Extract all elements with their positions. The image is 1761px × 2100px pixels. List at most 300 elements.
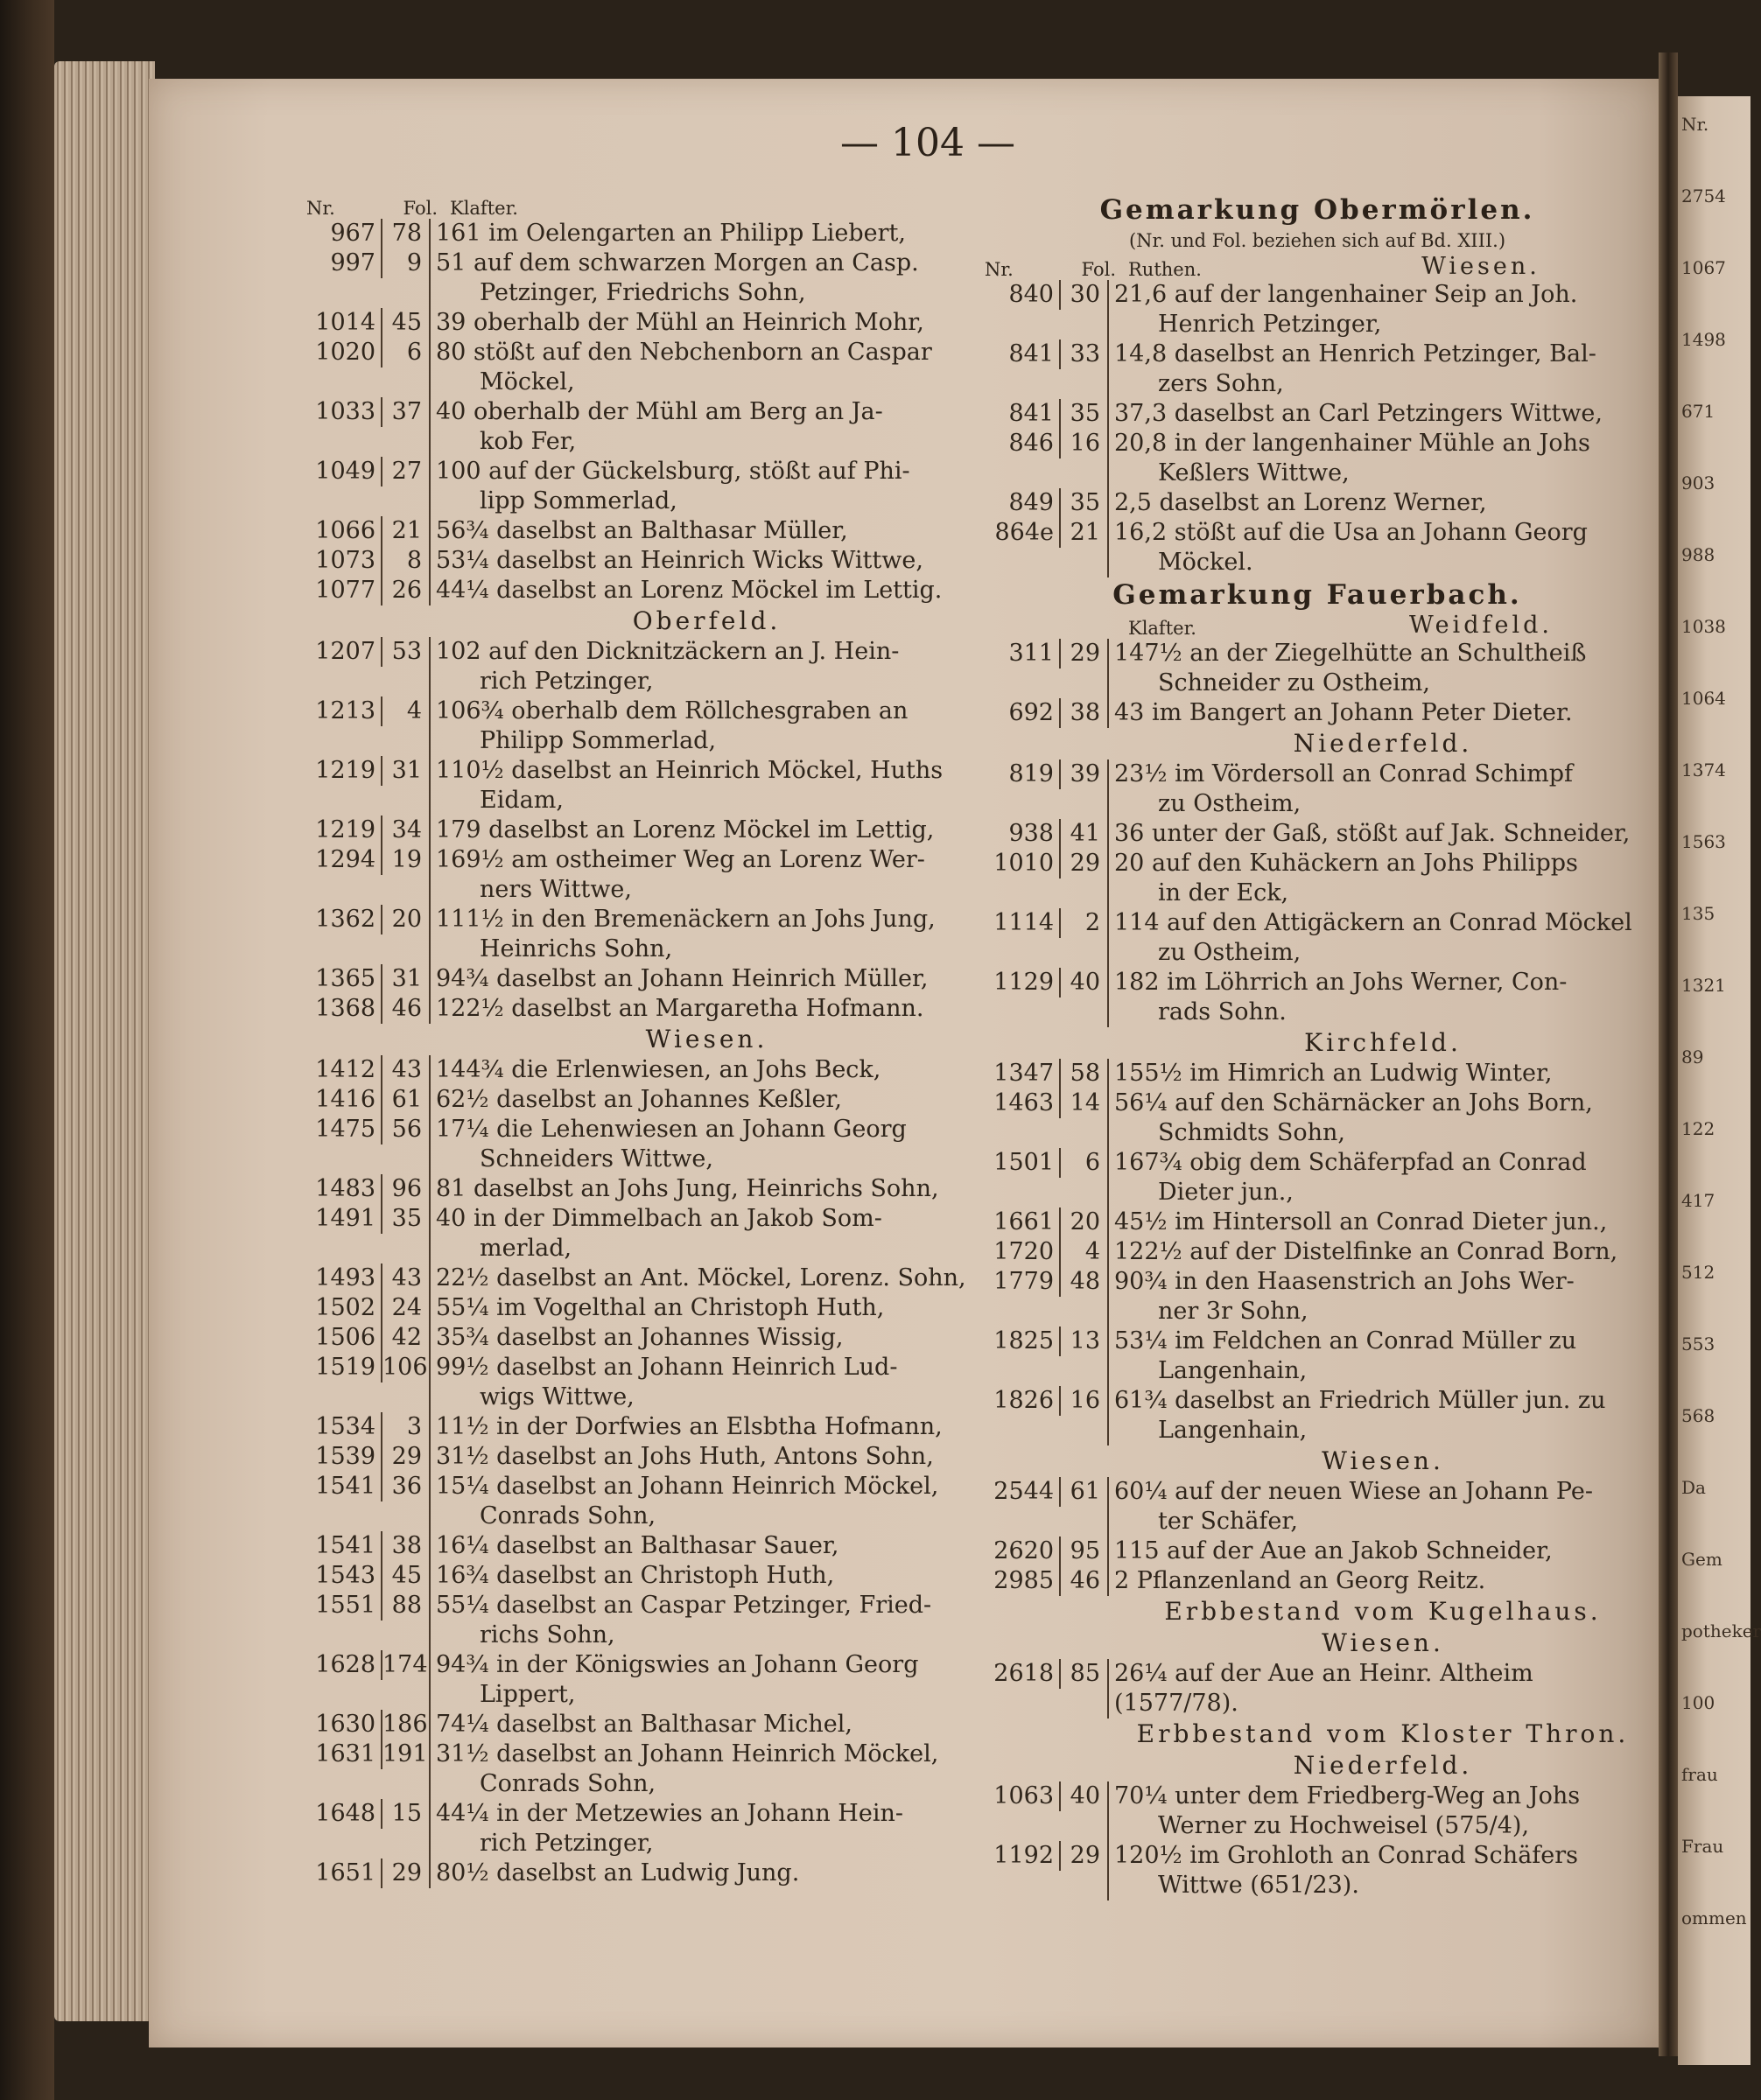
section-heading: Wiesen. [1421, 253, 1540, 280]
entry-continuation: ter Schäfer, [1158, 1508, 1298, 1535]
entry-nr: 1628 [315, 1651, 375, 1678]
entry-continuation: zu Ostheim, [1158, 790, 1301, 817]
entry-nr: 1362 [315, 906, 375, 933]
entry-continuation: ner 3r Sohn, [1158, 1298, 1308, 1325]
entry-fol: 9 [381, 248, 429, 278]
entry-nr: 2544 [993, 1478, 1054, 1505]
entry-nr: 1294 [315, 846, 375, 873]
entry-line: 14,8 daselbst an Henrich Petzinger, Bal- [1114, 340, 1596, 368]
ledger-entry [976, 698, 1659, 728]
entry-text [429, 308, 985, 338]
entry-nr: 1648 [315, 1800, 375, 1827]
entry-nr: 849 [1008, 489, 1054, 516]
entry-fol: 61 [381, 1085, 429, 1115]
next-page-text: 1067 [1681, 257, 1726, 278]
entry-fol: 15 [381, 1799, 429, 1829]
entry-nr: 997 [330, 249, 375, 276]
entry-continuation: rads Sohn. [1158, 998, 1287, 1026]
entry-text [429, 696, 985, 756]
entry-nr: 1493 [315, 1264, 375, 1292]
entry-line: 94¾ in der Königswies an Johann Georg [436, 1651, 919, 1678]
ledger-entry [298, 338, 985, 397]
entry-continuation: Keßlers Wittwe, [1158, 459, 1350, 486]
entry-line: 40 oberhalb der Mühl am Berg an Ja- [436, 398, 883, 425]
entry-fol: 29 [1059, 1841, 1107, 1871]
ledger-entry [298, 546, 985, 576]
entry-continuation: merlad, [480, 1235, 572, 1262]
entry-text [1107, 819, 1659, 849]
entry-text [429, 1115, 985, 1174]
next-page-text: 553 [1681, 1334, 1715, 1354]
entry-text [429, 1204, 985, 1264]
ledger-entry [976, 1208, 1659, 1237]
entry-fol: 31 [381, 756, 429, 786]
next-page-text: 988 [1681, 544, 1715, 565]
ledger-entry [298, 637, 985, 696]
entry-line: 55¼ im Vogelthal an Christoph Huth, [436, 1294, 885, 1321]
entry-line: 144¾ die Erlenwiesen, an Johs Beck, [436, 1056, 881, 1083]
ledger-entry [298, 1442, 985, 1472]
ledger-entry [976, 1059, 1659, 1088]
entry-text [429, 576, 985, 606]
ledger-entry [298, 1412, 985, 1442]
entry-text [429, 964, 985, 994]
entry-text [429, 1531, 985, 1561]
entry-text [429, 1472, 985, 1531]
entry-continuation: Wittwe (651/23). [1158, 1872, 1359, 1899]
entry-nr: 841 [1008, 400, 1054, 427]
next-page-text: Nr. [1681, 114, 1709, 135]
left-column [298, 192, 985, 1888]
entry-fol: 96 [381, 1174, 429, 1204]
entry-nr: 2985 [993, 1567, 1054, 1594]
entry-continuation: kob Fer, [480, 428, 577, 455]
entry-text [429, 1353, 985, 1412]
entry-text [1107, 1782, 1659, 1841]
entry-fol: 43 [381, 1264, 429, 1293]
ledger-entry [298, 845, 985, 905]
entry-continuation: Langenhain, [1158, 1417, 1308, 1444]
entry-fol: 6 [381, 338, 429, 368]
left-column-header [298, 192, 985, 219]
entry-continuation: in der Eck, [1158, 879, 1289, 906]
ledger-entry [298, 756, 985, 816]
entry-fol: 31 [381, 964, 429, 994]
entry-line: 39 oberhalb der Mühl an Heinrich Mohr, [436, 309, 924, 336]
entry-continuation: Schneiders Wittwe, [480, 1145, 713, 1172]
entry-continuation: Petzinger, Friedrichs Sohn, [480, 279, 806, 306]
entry-nr: 1541 [315, 1532, 375, 1559]
entry-text [429, 637, 985, 696]
entry-line: 81 daselbst an Johs Jung, Heinrichs Sohn, [436, 1175, 939, 1202]
entry-nr: 1483 [315, 1175, 375, 1202]
section-heading: Wiesen. [1322, 1628, 1444, 1657]
ledger-entry [298, 516, 985, 546]
entry-continuation: Heinrichs Sohn, [480, 935, 673, 962]
entry-text [1107, 1148, 1659, 1208]
entry-text [429, 1174, 985, 1204]
entry-line: 182 im Löhrrich an Johs Werner, Con- [1114, 969, 1568, 996]
section-heading: Erbbestand vom Kloster Thron. [1136, 1719, 1630, 1748]
entry-nr: 1551 [315, 1592, 375, 1619]
entry-line: 122½ auf der Distelfinke an Conrad Born, [1114, 1238, 1618, 1265]
entry-line: 11½ in der Dorfwies an Elsbtha Hofmann, [436, 1413, 943, 1440]
entry-line: 16¾ daselbst an Christoph Huth, [436, 1562, 835, 1589]
entry-continuation: Lippert, [480, 1681, 576, 1708]
entry-line: 44¼ in der Metzewies an Johann Hein- [436, 1800, 903, 1827]
ledger-entry [976, 1088, 1659, 1148]
entry-text [429, 994, 985, 1024]
entry-fol: 45 [381, 1561, 429, 1591]
entry-fol: 35 [1059, 488, 1107, 518]
entry-fol: 95 [1059, 1536, 1107, 1566]
sub-header [976, 612, 1659, 639]
entry-nr: 311 [1008, 640, 1054, 667]
entry-nr: 1219 [315, 816, 375, 844]
entry-fol: 14 [1059, 1088, 1107, 1118]
entry-line: 90¾ in den Haasenstrich an Johs Wer- [1114, 1268, 1575, 1295]
ledger-entry [976, 399, 1659, 429]
entry-fol: 3 [381, 1412, 429, 1442]
entry-fol: 35 [381, 1204, 429, 1234]
entry-nr: 1825 [993, 1327, 1054, 1354]
entry-fol: 45 [381, 308, 429, 338]
entry-nr: 1630 [315, 1711, 375, 1738]
entry-text [429, 219, 985, 248]
section-heading: Niederfeld. [1293, 1751, 1473, 1780]
entry-line: 106¾ oberhalb dem Röllchesgraben an [436, 697, 909, 724]
entry-line: 2,5 daselbst an Lorenz Werner, [1114, 489, 1487, 516]
ledger-entry [298, 1293, 985, 1323]
entry-nr: 1475 [315, 1116, 375, 1143]
entry-fol: 78 [381, 219, 429, 248]
entry-line: 2 Pflanzenland an Georg Reitz. [1114, 1567, 1486, 1594]
right-column-note: (Nr. und Fol. beziehen sich auf Bd. XIII.) [1128, 230, 1506, 251]
entry-line: 169½ am ostheimer Weg an Lorenz Wer- [436, 846, 925, 873]
ledger-entry [298, 816, 985, 845]
next-page-text: 89 [1681, 1046, 1704, 1068]
next-page-text: 2754 [1681, 186, 1726, 206]
entry-nr: 1063 [993, 1782, 1054, 1810]
entry-nr: 819 [1008, 760, 1054, 788]
entry-fol: 24 [381, 1293, 429, 1323]
entry-text [429, 756, 985, 816]
entry-nr: 1365 [315, 965, 375, 992]
entry-text [1107, 1536, 1659, 1566]
ledger-entry [976, 429, 1659, 488]
entry-text [429, 1799, 985, 1858]
left-entries [298, 219, 985, 1888]
entry-fol: 21 [381, 516, 429, 546]
entry-text [429, 1412, 985, 1442]
entry-nr: 1073 [315, 547, 375, 574]
ledger-entry [298, 1264, 985, 1293]
entry-text [429, 1264, 985, 1293]
next-page-text: ommen [1681, 1908, 1747, 1928]
entry-text [429, 1055, 985, 1085]
entry-fol: 58 [1059, 1059, 1107, 1088]
entry-nr: 1020 [315, 339, 375, 366]
ledger-entry [976, 518, 1659, 578]
entry-nr: 1651 [315, 1859, 375, 1886]
entry-line: 53¼ daselbst an Heinrich Wicks Wittwe, [436, 547, 923, 574]
entry-fol: 30 [1059, 280, 1107, 310]
gemarkung-title: Gemarkung Fauerbach. [1112, 579, 1522, 611]
entry-line: 20 auf den Kuhäckern an Johs Philipps [1114, 850, 1578, 877]
entry-line: 36 unter der Gaß, stößt auf Jak. Schneider, [1114, 820, 1631, 847]
entry-text [429, 1591, 985, 1650]
entry-line: 51 auf dem schwarzen Morgen an Casp. [436, 249, 919, 276]
ledger-entry [976, 1659, 1659, 1718]
entry-fol: 20 [1059, 1208, 1107, 1237]
entry-text [429, 338, 985, 397]
entry-text [1107, 1208, 1659, 1237]
entry-text [1107, 908, 1659, 968]
entry-fol: 35 [1059, 399, 1107, 429]
ledger-entry [976, 280, 1659, 340]
entry-fol: 29 [381, 1858, 429, 1888]
next-page-text: Da [1681, 1477, 1706, 1498]
entry-line: 17¼ die Lehenwiesen an Johann Georg [436, 1116, 907, 1143]
entry-text [1107, 518, 1659, 578]
ledger-entry [976, 1566, 1659, 1596]
entry-text [1107, 1386, 1659, 1446]
next-page-text: 903 [1681, 472, 1715, 494]
ledger-entry [298, 1085, 985, 1115]
ledger-entry [298, 248, 985, 308]
entry-fol: 36 [381, 1472, 429, 1502]
next-page-text: 100 [1681, 1692, 1715, 1713]
entry-text [429, 516, 985, 546]
ledger-entry [298, 905, 985, 964]
entry-fol: 43 [381, 1055, 429, 1085]
entry-fol: 21 [1059, 518, 1107, 548]
entry-text [1107, 849, 1659, 908]
ledger-entry [976, 340, 1659, 399]
section-heading: Erbbestand vom Kugelhaus. [1164, 1597, 1602, 1626]
ledger-entry [976, 968, 1659, 1027]
entry-nr: 1506 [315, 1324, 375, 1351]
entry-nr: 1014 [315, 309, 375, 336]
ledger-entry [298, 1353, 985, 1412]
entry-continuation: Werner zu Hochweisel (575/4), [1158, 1812, 1530, 1839]
entry-fol: 42 [381, 1323, 429, 1353]
entry-text [1107, 1566, 1659, 1596]
header-area: Klafter. [450, 198, 518, 219]
entry-fol: 174 [382, 1651, 428, 1678]
entry-continuation: Conrads Sohn, [480, 1770, 656, 1797]
entry-continuation: richs Sohn, [480, 1621, 615, 1648]
entry-line: 20,8 in der langenhainer Mühle an Johs [1114, 430, 1590, 457]
ledger-entry [976, 1841, 1659, 1900]
entry-line: 179 daselbst an Lorenz Möckel im Lettig, [436, 816, 935, 844]
right-entries [976, 280, 1659, 1900]
next-page-text: frau [1681, 1764, 1718, 1785]
entry-fol: 39 [1059, 760, 1107, 789]
ledger-entry [298, 219, 985, 248]
entry-nr: 1720 [993, 1238, 1054, 1265]
entry-fol: 46 [381, 994, 429, 1024]
entry-continuation: Möckel, [480, 368, 575, 396]
right-column-title: Gemarkung Obermörlen. [1099, 194, 1535, 226]
entry-fol: 186 [382, 1711, 428, 1738]
entry-continuation: Möckel. [1158, 549, 1253, 576]
entry-nr: 1033 [315, 398, 375, 425]
entry-text [429, 1650, 985, 1710]
entry-line: 94¾ daselbst an Johann Heinrich Müller, [436, 965, 929, 992]
ledger-entry [298, 1650, 985, 1710]
entry-nr: 841 [1008, 340, 1054, 368]
entry-text [429, 1323, 985, 1353]
ledger-entry [976, 488, 1659, 518]
entry-nr: 2618 [993, 1660, 1054, 1687]
entry-fol: 38 [1059, 698, 1107, 728]
ledger-entry [298, 397, 985, 457]
entry-nr: 1631 [315, 1740, 375, 1768]
ledger-entry [976, 1536, 1659, 1566]
entry-line: 147½ an der Ziegelhütte an Schultheiß [1114, 640, 1587, 667]
entry-nr: 1491 [315, 1205, 375, 1232]
entry-line: 111½ in den Bremenäckern an Johs Jung, [436, 906, 936, 933]
entry-fol: 8 [381, 546, 429, 576]
entry-text [1107, 760, 1659, 819]
entry-line: 102 auf den Dicknitzäckern an J. Hein- [436, 638, 900, 665]
next-page-text: 512 [1681, 1262, 1715, 1283]
entry-continuation: lipp Sommerlad, [480, 487, 677, 514]
section-heading: Oberfeld. [632, 606, 782, 635]
entry-nr: 2620 [993, 1537, 1054, 1564]
entry-line: 100 auf der Gückelsburg, stößt auf Phi- [436, 458, 910, 485]
entry-text [1107, 1841, 1659, 1900]
entry-line: 37,3 daselbst an Carl Petzingers Wittwe, [1114, 400, 1603, 427]
ledger-entry [976, 849, 1659, 908]
ledger-entry [976, 760, 1659, 819]
entry-text [429, 1561, 985, 1591]
entry-line: 16,2 stößt auf die Usa an Johann Georg [1114, 519, 1588, 546]
entry-line: 56¾ daselbst an Balthasar Müller, [436, 517, 848, 544]
next-page-text: 671 [1681, 401, 1715, 422]
entry-continuation: zers Sohn, [1158, 370, 1284, 397]
next-page-text: 1321 [1681, 975, 1726, 996]
ledger-entry [976, 1148, 1659, 1208]
entry-nr: 967 [330, 220, 375, 247]
ledger-entry [298, 994, 985, 1024]
entry-text [429, 845, 985, 905]
entry-line: 62½ daselbst an Johannes Keßler, [436, 1086, 842, 1113]
entry-fol: 19 [381, 845, 429, 875]
entry-fol: 29 [1059, 849, 1107, 878]
entry-line: 35¾ daselbst an Johannes Wissig, [436, 1324, 844, 1351]
ledger-entry [976, 1237, 1659, 1267]
entry-continuation: Henrich Petzinger, [1158, 311, 1382, 338]
entry-text [1107, 639, 1659, 698]
entry-line: 167¾ obig dem Schäferpfad an Conrad [1114, 1149, 1587, 1176]
entry-fol: 33 [1059, 340, 1107, 369]
book-cover [0, 0, 54, 2100]
entry-text [1107, 488, 1659, 518]
section-heading: Wiesen. [1322, 1446, 1444, 1475]
entry-nr: 1543 [315, 1562, 375, 1589]
entry-nr: 1502 [315, 1294, 375, 1321]
header-area: Ruthen. [1128, 259, 1202, 280]
entry-nr: 1368 [315, 995, 375, 1022]
entry-fol: 16 [1059, 1386, 1107, 1416]
entry-continuation: ners Wittwe, [480, 876, 632, 903]
entry-fol: 29 [1059, 639, 1107, 668]
entry-text [429, 1710, 985, 1740]
entry-nr: 1213 [315, 697, 375, 724]
next-page-fragment [1678, 96, 1761, 2065]
entry-fol: 6 [1059, 1148, 1107, 1178]
entry-nr: 1207 [315, 638, 375, 665]
next-page-text: 1038 [1681, 616, 1726, 637]
entry-fol: 4 [381, 696, 429, 726]
ledger-entry [976, 1386, 1659, 1446]
ledger-entry [298, 1472, 985, 1531]
entry-nr: 1541 [315, 1473, 375, 1500]
entry-nr: 692 [1008, 699, 1054, 726]
next-page-text: 568 [1681, 1405, 1715, 1426]
entry-fol: 191 [382, 1740, 428, 1768]
ledger-entry [976, 639, 1659, 698]
entry-continuation: Dieter jun., [1158, 1179, 1294, 1206]
entry-text [429, 1858, 985, 1888]
entry-line: 23½ im Vördersoll an Conrad Schimpf [1114, 760, 1574, 788]
entry-continuation: Schneider zu Ostheim, [1158, 669, 1430, 696]
entry-continuation: wigs Wittwe, [480, 1383, 635, 1410]
entry-line: 16¼ daselbst an Balthasar Sauer, [436, 1532, 839, 1559]
header-fol: Fol. [403, 198, 438, 219]
entry-text [1107, 399, 1659, 429]
entry-text [429, 397, 985, 457]
next-page-text: 122 [1681, 1118, 1715, 1139]
ledger-entry [298, 576, 985, 606]
entry-text [1107, 1659, 1659, 1718]
entry-line: 80 stößt auf den Nebchenborn an Caspar [436, 339, 932, 366]
entry-nr: 1501 [993, 1149, 1054, 1176]
entry-fol: 2 [1059, 908, 1107, 938]
entry-line: 44¼ daselbst an Lorenz Möckel im Lettig. [436, 577, 943, 604]
entry-fol: 85 [1059, 1659, 1107, 1689]
entry-fol: 29 [381, 1442, 429, 1472]
entry-nr: 1129 [993, 969, 1054, 996]
entry-fol: 13 [1059, 1326, 1107, 1356]
ledger-entry [298, 1055, 985, 1085]
ledger-entry [976, 1782, 1659, 1841]
entry-text [1107, 1059, 1659, 1088]
entry-line: 110½ daselbst an Heinrich Möckel, Huths [436, 757, 944, 784]
ledger-entry [976, 1326, 1659, 1386]
page-number: — 104 — [840, 121, 1015, 165]
header-area: Klafter. [1128, 618, 1196, 639]
ledger-entry [976, 1267, 1659, 1326]
entry-fol: 88 [381, 1591, 429, 1620]
entry-line: 161 im Oelengarten an Philipp Liebert, [436, 220, 906, 247]
ledger-entry [298, 1799, 985, 1858]
entry-continuation: Conrads Sohn, [480, 1502, 656, 1530]
entry-text [429, 1442, 985, 1472]
entry-nr: 1049 [315, 458, 375, 485]
entry-fol: 53 [381, 637, 429, 667]
entry-line: 21,6 auf der langenhainer Seip an Joh. [1114, 281, 1578, 308]
entry-line: 120½ im Grohloth an Conrad Schäfers [1114, 1842, 1579, 1869]
ledger-entry [298, 308, 985, 338]
entry-continuation: Philipp Sommerlad, [480, 727, 717, 754]
right-column [976, 192, 1659, 1900]
section-heading: Wiesen. [645, 1025, 768, 1054]
entry-nr: 1066 [315, 517, 375, 544]
entry-nr: 1463 [993, 1089, 1054, 1116]
